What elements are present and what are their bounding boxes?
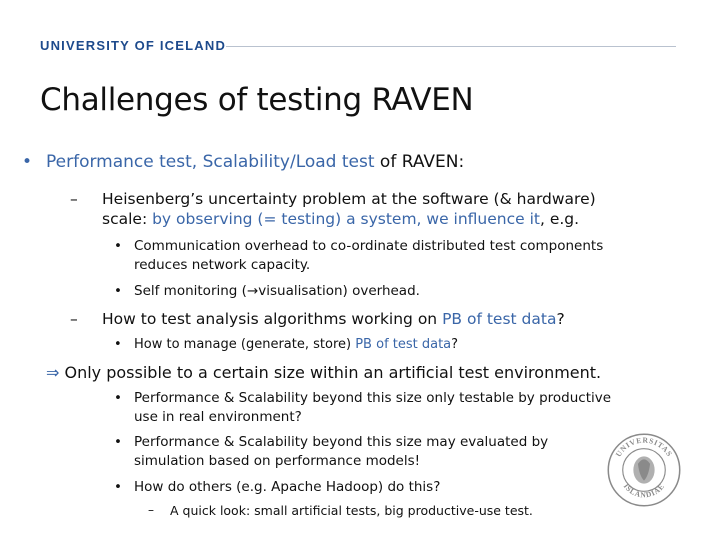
dash-marker: – [148,503,154,517]
bullet-text: , e.g. [539,210,580,228]
item-communication-overhead-line2: reduces network capacity. [134,257,311,273]
item-communication-overhead-line1: Communication overhead to co-ordinate distributed test components [134,238,604,254]
bullet-dot: • [114,434,122,450]
bullet-text: Self monitoring ( [134,283,247,299]
item-productive-use-line1: Performance & Scalability beyond this size only testable by productive [134,390,612,406]
item-simulation-line1: Performance & Scalability beyond this size may evaluated by [134,434,549,450]
dash-marker: – [70,190,78,208]
svg-text:ISLANDIAE: ISLANDIAE [621,481,667,500]
bullet-text: Only possible to a certain size within an artificial test environment. [59,363,602,382]
slide-title: Challenges of testing RAVEN [40,82,474,118]
highlight-text: PB of test data [355,337,452,352]
bullet-dot: • [114,283,122,299]
bullet-dot: • [114,238,122,254]
subbullet-heisenberg-line2 [102,210,579,228]
highlight-text: by observing (= testing) a system, we influence it [152,210,540,228]
bullet-dot: • [114,390,122,406]
bullet-text: How to manage (generate, store) [134,337,356,352]
implies-icon: ⇒ [46,363,60,382]
highlight-text: Performance test, Scalability/Load test [46,152,375,172]
bullet-dot: • [114,337,122,352]
svg-text:UNIVERSITAS: UNIVERSITAS [613,435,675,459]
dash-marker: – [70,310,78,328]
bullet-text: How to test analysis algorithms working on [102,310,443,328]
bullet-text: visualisation) overhead. [258,283,420,299]
bullet-text: of RAVEN: [374,152,465,172]
university-name: UNIVERSITY OF ICELAND [40,38,227,53]
bullet-dot: • [22,152,33,172]
subbullet-how-to-test [102,310,565,328]
item-productive-use-line2: use in real environment? [134,409,302,425]
item-self-monitoring [134,283,420,299]
item-simulation-line2: simulation based on performance models! [134,453,421,469]
university-seal-icon [606,432,682,508]
highlight-text: PB of test data [442,310,557,328]
item-manage-test-data [134,337,458,352]
bullet-text: ? [451,337,459,352]
bullet-text: scale: [102,210,153,228]
subbullet-heisenberg-line1: Heisenberg’s uncertainty problem at the software (& hardware) [102,190,596,208]
arrow-right-icon: → [246,283,259,299]
bullet-performance-test [46,152,464,172]
implication-line [46,363,601,382]
item-quick-look: A quick look: small artificial tests, big productive-use test. [170,503,533,518]
item-others-hadoop: How do others (e.g. Apache Hadoop) do this? [134,479,441,495]
bullet-text: ? [556,310,565,328]
bullet-dot: • [114,479,122,495]
